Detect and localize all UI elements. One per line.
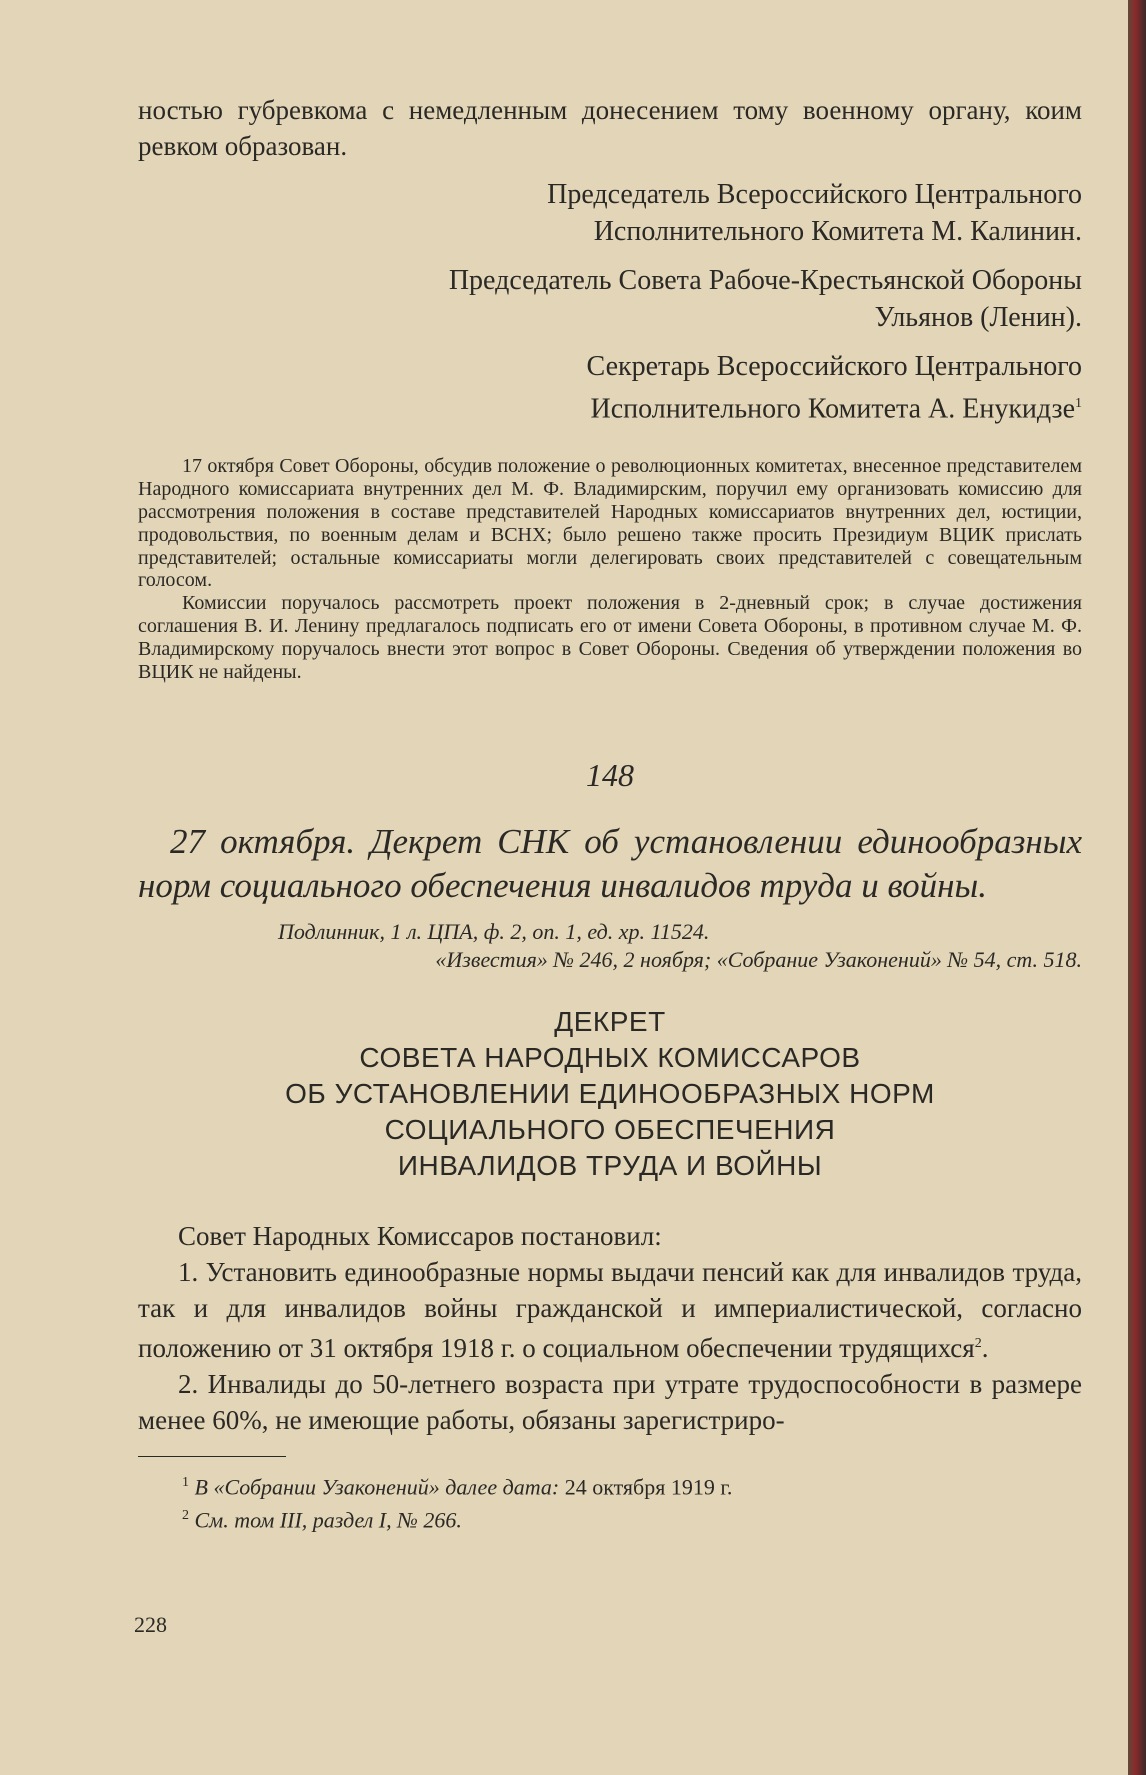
page-content	[138, 92, 1082, 1534]
signature-lenin	[138, 262, 1082, 336]
source-line: «Известия» № 246, 2 ноября; «Собрание Узаконений» № 54, ст. 518.	[435, 947, 1082, 973]
signature-enukidze	[138, 348, 1082, 427]
book-edge	[1128, 0, 1146, 1775]
note-paragraph: 17 октября Совет Обороны, обсудив положение о революционных комитетах, внесенное представителем Народного комиссариата внутренних дел М. Ф. Владимирским, поручил ему организовать комиссию для рассмотрения положения в составе представителей Народных комиссариатов внутренних дел, юстиции, продовольствия, по военным делам и ВСНХ; было решено также просить Президиум ВЦИК прислать представителей; остальные комиссариаты могли делегировать своих представителей с совещательным голосом.	[138, 455, 1082, 592]
signature-line: Ульянов (Ленин).	[874, 302, 1082, 333]
footnote-mark: 1	[1075, 396, 1082, 411]
document-number: 148	[586, 757, 634, 794]
signature-kalinin	[138, 176, 1082, 250]
footnotes	[138, 1469, 1082, 1534]
heading-line: СОЦИАЛЬНОГО ОБЕСПЕЧЕНИЯ	[384, 1114, 836, 1146]
signature-line-with-mark: Исполнительного Комитета А. Енукидзе$^1$	[590, 393, 1082, 425]
decree-body	[138, 1218, 1082, 1438]
decree-intro: Совет Народных Комиссаров постановил:	[178, 1221, 662, 1252]
page-number: 228	[134, 1612, 167, 1637]
heading-line: ОБ УСТАНОВЛЕНИИ ЕДИНООБРАЗНЫХ НОРМ	[285, 1078, 935, 1110]
signature-line: Председатель Совета Рабоче-Крестьянской Обороны	[448, 265, 1082, 296]
heading-line: ИНВАЛИДОВ ТРУДА И ВОЙНЫ	[397, 1150, 823, 1182]
footnote: $^2$ См. том III, раздел I, № 266.	[182, 1506, 462, 1532]
heading-line: ДЕКРЕТ	[554, 1006, 666, 1038]
signature-line: Председатель Всероссийского Центрального	[547, 179, 1082, 210]
source-line: Подлинник, 1 л. ЦПА, ф. 2, оп. 1, ед. хр. 11524.	[278, 919, 710, 945]
decree-item: 2. Инвалиды до 50-летнего возраста при утрате трудоспособности в размере менее 60%, не имеющие работы, обязаны зарегистриро-	[138, 1369, 1082, 1436]
note-paragraph: Комиссии поручалось рассмотреть проект положения в 2-дневный срок; в случае достижения соглашения В. И. Ленину предлагалось подписать его от имени Совета Обороны, в противном случае М. Ф. Владимирскому поручалось внести этот вопрос в Совет Обороны. Сведения об утверждении положения во ВЦИК не найдены.	[138, 592, 1082, 683]
signature-line: Секретарь Всероссийского Центрального	[586, 351, 1082, 382]
signature-line: Исполнительного Комитета М. Калинин.	[593, 216, 1082, 247]
footnote-mark: 2	[974, 1336, 982, 1352]
top-paragraph: ностью губревкома с немедленным донесением тому военному органу, коим ревком образован.	[138, 95, 1082, 161]
editorial-note	[138, 455, 1082, 683]
footnote-divider	[138, 1456, 286, 1457]
document-title: 27 октября. Декрет СНК об установлении единообразных норм социального обеспечения инвалидов труда и войны.	[138, 822, 1082, 906]
heading-line: СОВЕТА НАРОДНЫХ КОМИССАРОВ	[359, 1042, 861, 1074]
decree-item: 1. Установить единообразные нормы выдачи пенсий как для инвалидов труда, так и для инвалидов войны гражданской и империалистической, согласно положению от 31 октября 1918 г. о социальном обеспечении трудящихся$^2$.	[138, 1257, 1082, 1364]
decree-heading	[138, 1004, 1082, 1184]
footnote: $^1$ В «Собрании Узаконений» далее дата: 24 октября 1919 г.	[182, 1474, 733, 1500]
